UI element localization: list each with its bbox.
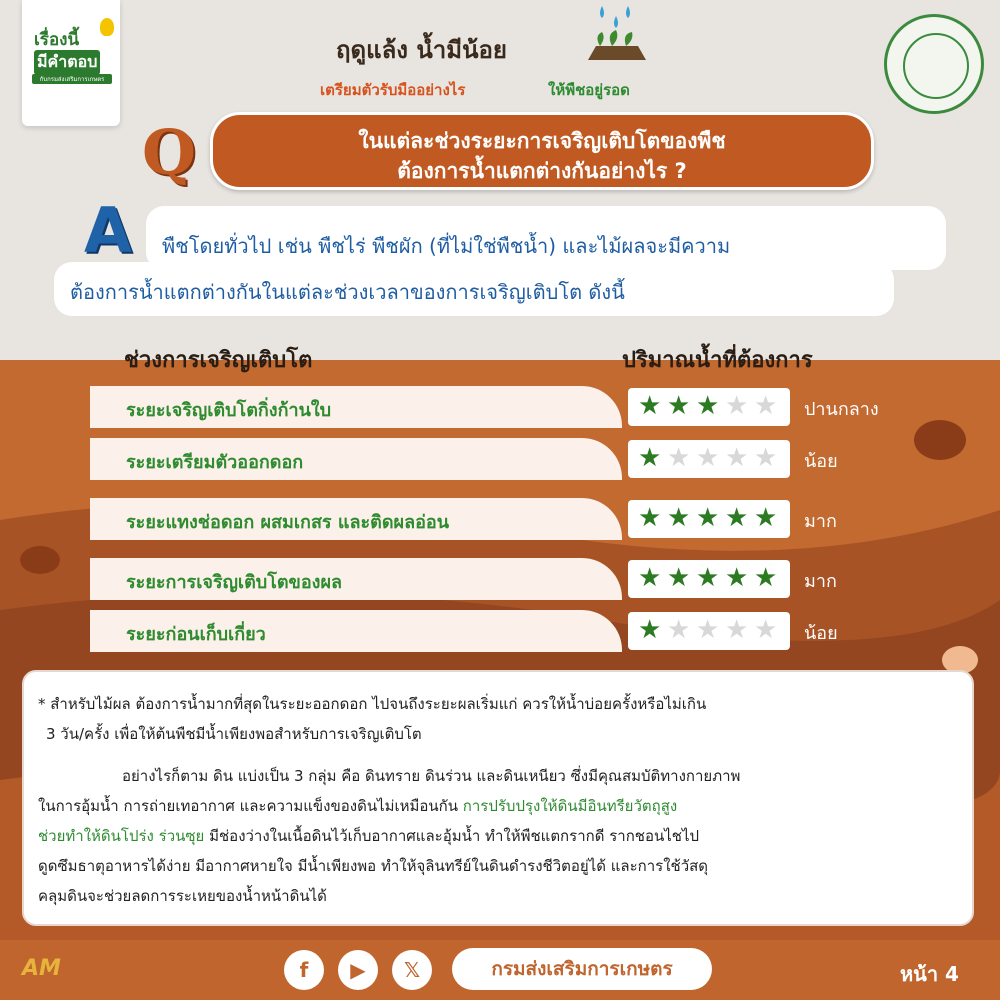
footer-logo: AM	[22, 956, 61, 981]
note-line-2: 3 วัน/ครั้ง เพื่อให้ต้นพืชมีน้ำเพียงพอสำหรับการเจริญเติบโต	[46, 725, 422, 743]
subtitle-survive: ให้พืชอยู่รอด	[548, 81, 630, 99]
star-icon: ★	[754, 391, 778, 421]
star-icon: ★	[725, 503, 749, 533]
star-rating	[628, 388, 790, 426]
star-icon: ★	[754, 563, 778, 593]
lightbulb-icon	[100, 18, 114, 36]
star-icon: ★	[696, 615, 720, 645]
page-title: ฤดูแล้ง น้ำมีน้อย	[336, 36, 507, 64]
stage-row	[90, 558, 622, 600]
subtitle-prepare: เตรียมตัวรับมืออย่างไร	[320, 81, 466, 99]
stage-label: ระยะเจริญเติบโตกิ่งก้านใบ	[126, 400, 332, 421]
water-amount: มาก	[804, 511, 837, 532]
note-line-5	[38, 824, 699, 848]
water-amount: ปานกลาง	[804, 399, 879, 420]
stage-label: ระยะแทงช่อดอก ผสมเกสร และติดผลอ่อน	[126, 512, 450, 533]
stage-label: ระยะเตรียมตัวออกดอก	[126, 452, 304, 473]
note-line-5-highlight: ช่วยทำให้ดินโปร่ง ร่วนซุย	[38, 827, 205, 845]
note-line-6: ดูดซึมธาตุอาหารได้ง่าย มีอากาศหายใจ มีน้ำเพียงพอ ทำให้จุลินทรีย์ในดินดำรงชีวิตอยู่ได้ และการใช้วัสดุ	[38, 857, 709, 875]
note-line-4-text: ในการอุ้มน้ำ การถ่ายเทอากาศ และความแข็งของดินไม่เหมือนกัน	[38, 797, 463, 815]
star-icon: ★	[638, 615, 662, 645]
star-icon: ★	[638, 563, 662, 593]
brand-subtitle: กับกรมส่งเสริมการเกษตร	[32, 74, 112, 84]
star-icon: ★	[725, 615, 749, 645]
star-icon: ★	[696, 563, 720, 593]
star-icon: ★	[754, 615, 778, 645]
star-icon: ★	[667, 563, 691, 593]
question-line2: ต้องการน้ำแตกต่างกันอย่างไร ?	[397, 159, 687, 183]
note-line-1: * สำหรับไม้ผล ต้องการน้ำมากที่สุดในระยะออกดอก ไปจนถึงระยะผลเริ่มแก่ ควรให้น้ำบ่อยครั้งหรือไม่เกิน	[38, 695, 707, 713]
star-icon: ★	[667, 443, 691, 473]
star-icon: ★	[667, 615, 691, 645]
star-icon: ★	[638, 391, 662, 421]
stage-row	[90, 610, 622, 652]
brand-badge	[22, 0, 120, 126]
note-line-4	[38, 794, 677, 818]
stage-label: ระยะก่อนเก็บเกี่ยว	[126, 624, 266, 645]
stage-label: ระยะการเจริญเติบโตของผล	[126, 572, 343, 593]
star-icon: ★	[696, 391, 720, 421]
star-icon: ★	[638, 503, 662, 533]
answer-letter: A	[84, 194, 132, 267]
star-rating	[628, 612, 790, 650]
water-amount: มาก	[804, 571, 837, 592]
star-rating	[628, 440, 790, 478]
note-box	[22, 670, 974, 926]
stage-row	[90, 438, 622, 480]
star-icon: ★	[725, 391, 749, 421]
brand-line1: เรื่องนี้	[34, 30, 80, 50]
x-icon[interactable]: 𝕏	[392, 950, 432, 990]
column-header-stage: ช่วงการเจริญเติบโต	[124, 348, 313, 373]
star-icon: ★	[638, 443, 662, 473]
facebook-icon[interactable]: f	[284, 950, 324, 990]
column-header-water: ปริมาณน้ำที่ต้องการ	[622, 348, 813, 373]
note-line-4-highlight: การปรับปรุงให้ดินมีอินทรียวัตถุสูง	[462, 797, 678, 815]
department-emblem	[884, 14, 984, 114]
star-icon: ★	[696, 503, 720, 533]
water-amount: น้อย	[804, 451, 838, 472]
star-icon: ★	[725, 443, 749, 473]
note-line-5-text: มีช่องว่างในเนื้อดินไว้เก็บอากาศและอุ้มน้ำ ทำให้พืชแตกรากดี รากชอนไชไป	[204, 827, 700, 845]
star-icon: ★	[667, 503, 691, 533]
answer-line2: ต้องการน้ำแตกต่างกันในแต่ละช่วงเวลาของการเจริญเติบโต ดังนี้	[70, 280, 625, 304]
star-icon: ★	[696, 443, 720, 473]
star-rating	[628, 560, 790, 598]
note-line-7: คลุมดินจะช่วยลดการระเหยของน้ำหน้าดินได้	[38, 887, 327, 905]
question-line1: ในแต่ละช่วงระยะการเจริญเติบโตของพืช	[358, 129, 726, 153]
star-rating	[628, 500, 790, 538]
question-mark-letter: Q	[142, 116, 197, 189]
note-line-3: อย่างไรก็ตาม ดิน แบ่งเป็น 3 กลุ่ม คือ ดินทราย ดินร่วน และดินเหนียว ซึ่งมีคุณสมบัติทางกายภาพ	[122, 767, 741, 785]
star-icon: ★	[667, 391, 691, 421]
footer-bar	[0, 940, 1000, 1000]
stage-row	[90, 386, 622, 428]
answer-line1: พืชโดยทั่วไป เช่น พืชไร่ พืชผัก (ที่ไม่ใช่พืชน้ำ) และไม้ผลจะมีความ	[162, 234, 731, 258]
department-link[interactable]: กรมส่งเสริมการเกษตร	[452, 948, 712, 990]
youtube-icon[interactable]: ▶	[338, 950, 378, 990]
brand-line2: มีคำตอบ	[34, 50, 100, 75]
page-number: หน้า 4	[900, 962, 959, 986]
water-amount: น้อย	[804, 623, 838, 644]
star-icon: ★	[754, 443, 778, 473]
question-box	[210, 112, 874, 190]
star-icon: ★	[725, 563, 749, 593]
stage-row	[90, 498, 622, 540]
seedling-water-icon	[582, 2, 652, 64]
star-icon: ★	[754, 503, 778, 533]
